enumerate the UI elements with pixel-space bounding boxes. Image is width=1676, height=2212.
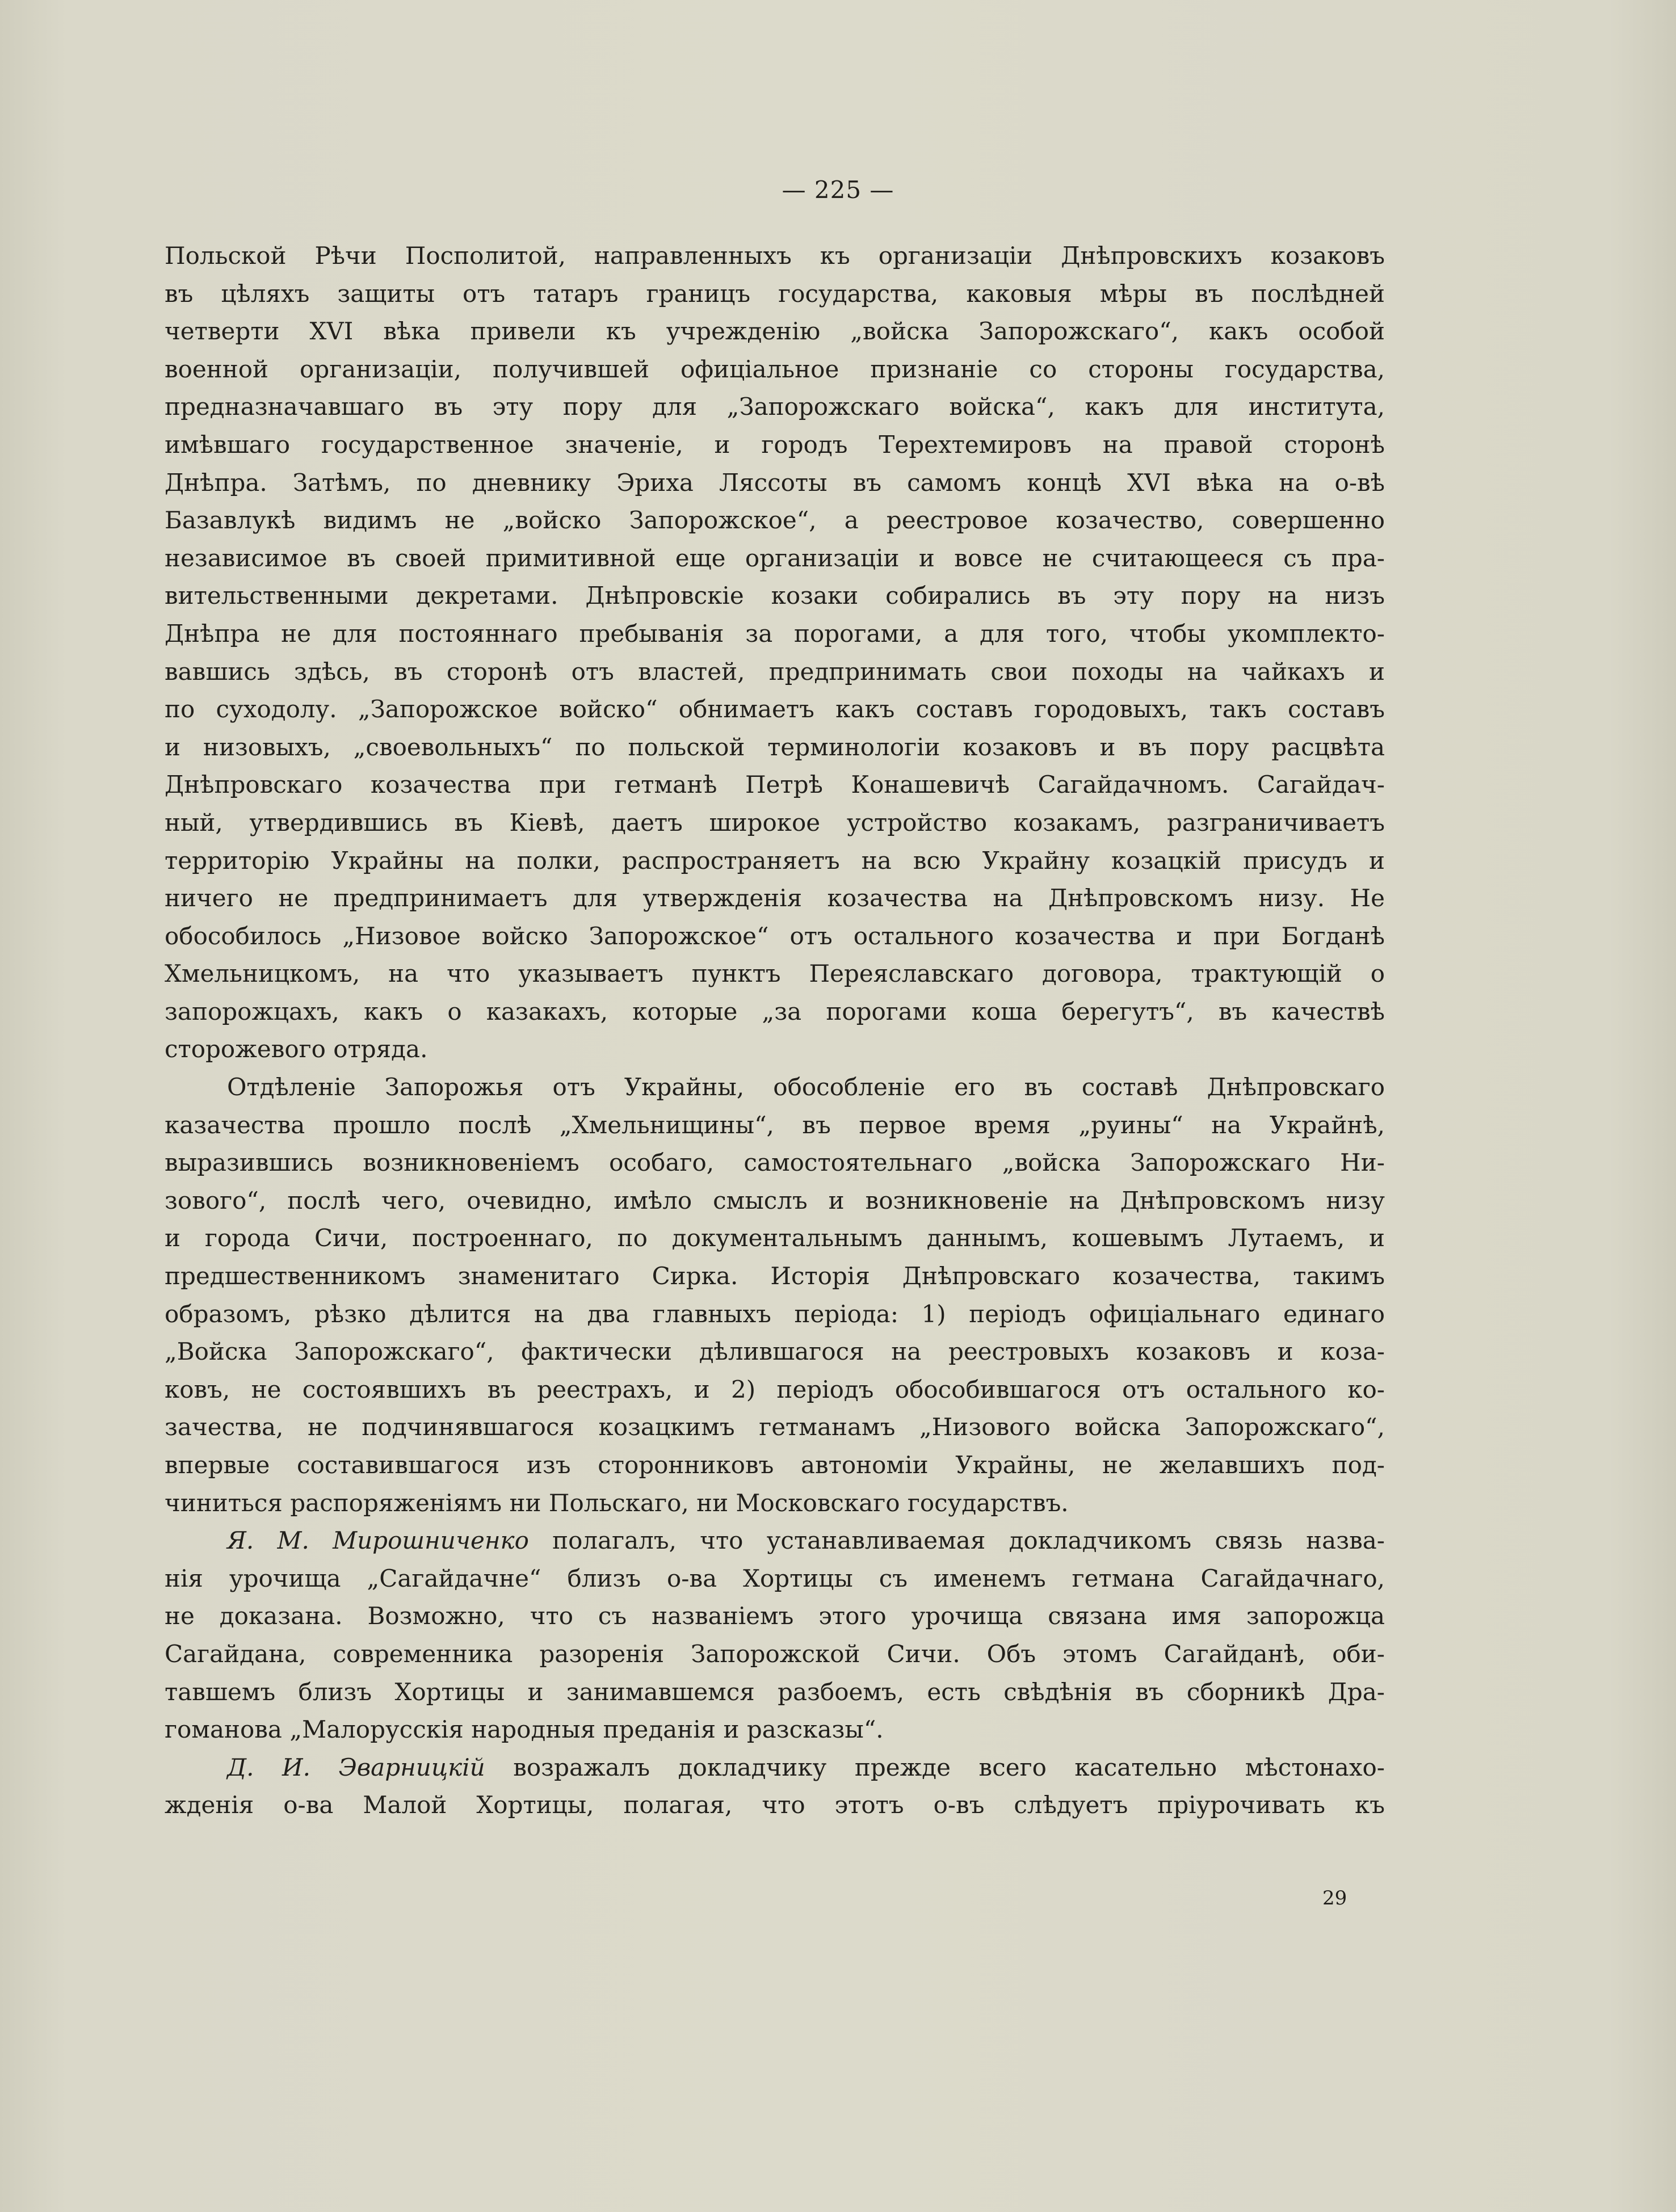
text-line: ковъ, не состоявшихъ въ реестрахъ, и 2) періодъ обособившагося отъ остального ко- bbox=[165, 1375, 1385, 1403]
speaker-name: Я. М. Мирошниченко bbox=[227, 1526, 529, 1555]
text-line: и низовыхъ, „своевольныхъ“ по польской терминологіи козаковъ и въ пору расцвѣта bbox=[165, 733, 1385, 761]
text-line bbox=[165, 1749, 1385, 1787]
text-line: тавшемъ близъ Хортицы и занимавшемся разбоемъ, есть свѣдѣнія въ сборникѣ Дра- bbox=[165, 1677, 1385, 1706]
text-line: Днѣпра не для постояннаго пребыванія за порогами, а для того, чтобы укомплекто- bbox=[165, 619, 1385, 647]
text-line: Базавлукѣ видимъ не „войско Запорожское“, а реестровое козачество, совершенно bbox=[165, 506, 1385, 535]
text-line: Польской Рѣчи Посполитой, направленныхъ къ организаціи Днѣпровскихъ козаковъ bbox=[165, 242, 1385, 270]
paragraph-4 bbox=[165, 1749, 1385, 1824]
text-line: предназначавшаго въ эту пору для „Запорожскаго войска“, какъ для института, bbox=[165, 393, 1385, 421]
speaker-name: Д. И. Эварницкій bbox=[227, 1753, 485, 1781]
text-span: полагалъ, что устанавливаемая докладчикомъ связь назва- bbox=[528, 1526, 1385, 1555]
text-line: по суходолу. „Запорожское войско“ обнимаетъ какъ составъ городовыхъ, такъ составъ bbox=[165, 695, 1385, 724]
text-line: и города Сичи, построеннаго, по документальнымъ даннымъ, кошевымъ Лутаемъ, и bbox=[165, 1224, 1385, 1252]
text-line: Днѣпровскаго козачества при гетманѣ Петрѣ Конашевичѣ Сагайдачномъ. Сагайдач- bbox=[165, 771, 1385, 799]
text-line bbox=[165, 1522, 1385, 1560]
page-body bbox=[165, 237, 1385, 1824]
text-line: образомъ, рѣзко дѣлится на два главныхъ періода: 1) періодъ офиціальнаго единаго bbox=[165, 1300, 1385, 1328]
text-line: зового“, послѣ чего, очевидно, имѣло смыслъ и возникновеніе на Днѣпровскомъ низу bbox=[165, 1186, 1385, 1214]
text-line: Днѣпра. Затѣмъ, по дневнику Эриха Ляссоты въ самомъ концѣ XVI вѣка на о-вѣ bbox=[165, 468, 1385, 497]
text-line: имѣвшаго государственное значеніе, и городъ Терехтемировъ на правой сторонѣ bbox=[165, 430, 1385, 459]
text-line: Отдѣленіе Запорожья отъ Украйны, обособленіе его въ составѣ Днѣпровскаго bbox=[227, 1073, 1385, 1101]
text-line: чиниться распоряженіямъ ни Польскаго, ни Московскаго государствъ. bbox=[165, 1488, 1069, 1517]
text-line: зачества, не подчинявшагося козацкимъ гетманамъ „Низового войска Запорожскаго“, bbox=[165, 1413, 1385, 1441]
text-line: ничего не предпринимаетъ для утвержденія козачества на Днѣпровскомъ низу. Не bbox=[165, 884, 1385, 912]
paragraph-3 bbox=[165, 1522, 1385, 1749]
text-line: жденія о-ва Малой Хортицы, полагая, что этотъ о-въ слѣдуетъ пріурочивать къ bbox=[165, 1791, 1385, 1819]
text-line: впервые составившагося изъ сторонниковъ автономіи Украйны, не желавшихъ под- bbox=[165, 1451, 1385, 1479]
signature-mark: 29 bbox=[1322, 1887, 1347, 1910]
text-line: независимое въ своей примитивной еще организаціи и вовсе не считающееся съ пра- bbox=[165, 544, 1385, 572]
text-line: „Войска Запорожскаго“, фактически дѣлившагося на реестровыхъ козаковъ и коза- bbox=[165, 1338, 1385, 1366]
text-line: Хмельницкомъ, на что указываетъ пунктъ Переяславскаго договора, трактующій о bbox=[165, 960, 1385, 988]
text-line: вительственными декретами. Днѣпровскіе козаки собирались въ эту пору на низъ bbox=[165, 582, 1385, 610]
text-line: казачества прошло послѣ „Хмельнищины“, въ первое время „руины“ на Украйнѣ, bbox=[165, 1111, 1385, 1139]
text-line: четверти XVI вѣка привели къ учрежденію „войска Запорожскаго“, какъ особой bbox=[165, 317, 1385, 346]
text-line: выразившись возникновеніемъ особаго, самостоятельнаго „войска Запорожскаго Ни- bbox=[165, 1149, 1385, 1177]
text-line: гоманова „Малорусскія народныя преданія и разсказы“. bbox=[165, 1715, 884, 1744]
text-line: сторожевого отряда. bbox=[165, 1035, 428, 1063]
text-span: возражалъ докладчику прежде всего касательно мѣстонахо- bbox=[485, 1753, 1385, 1781]
text-line: нія урочища „Сагайдачне“ близъ о-ва Хортицы съ именемъ гетмана Сагайдачнаго, bbox=[165, 1564, 1385, 1592]
text-line: территорію Украйны на полки, распространяетъ на всю Украйну козацкій присудъ и bbox=[165, 846, 1385, 874]
text-line: не доказана. Возможно, что съ названіемъ этого урочища связана имя запорожца bbox=[165, 1602, 1385, 1630]
page-number: — 225 — bbox=[782, 176, 894, 204]
paragraph-2 bbox=[165, 1069, 1385, 1522]
paragraph-1 bbox=[165, 237, 1385, 1069]
text-line: предшественникомъ знаменитаго Сирка. Исторія Днѣпровскаго козачества, такимъ bbox=[165, 1262, 1385, 1290]
text-line: военной организаціи, получившей офиціальное признаніе со стороны государства, bbox=[165, 355, 1385, 383]
text-line: вавшись здѣсь, въ сторонѣ отъ властей, предпринимать свои походы на чайкахъ и bbox=[165, 657, 1385, 686]
text-line: обособилось „Низовое войско Запорожское“ отъ остального козачества и при Богданѣ bbox=[165, 922, 1385, 950]
text-line: запорожцахъ, какъ о казакахъ, которые „за порогами коша берегутъ“, въ качествѣ bbox=[165, 997, 1385, 1025]
text-line: ный, утвердившись въ Кіевѣ, даетъ широкое устройство козакамъ, разграничиваетъ bbox=[165, 808, 1385, 836]
text-line: Сагайдана, современника разоренія Запорожской Сичи. Объ этомъ Сагайданѣ, оби- bbox=[165, 1639, 1385, 1668]
text-line: въ цѣляхъ защиты отъ татаръ границъ государства, каковыя мѣры въ послѣдней bbox=[165, 279, 1385, 308]
